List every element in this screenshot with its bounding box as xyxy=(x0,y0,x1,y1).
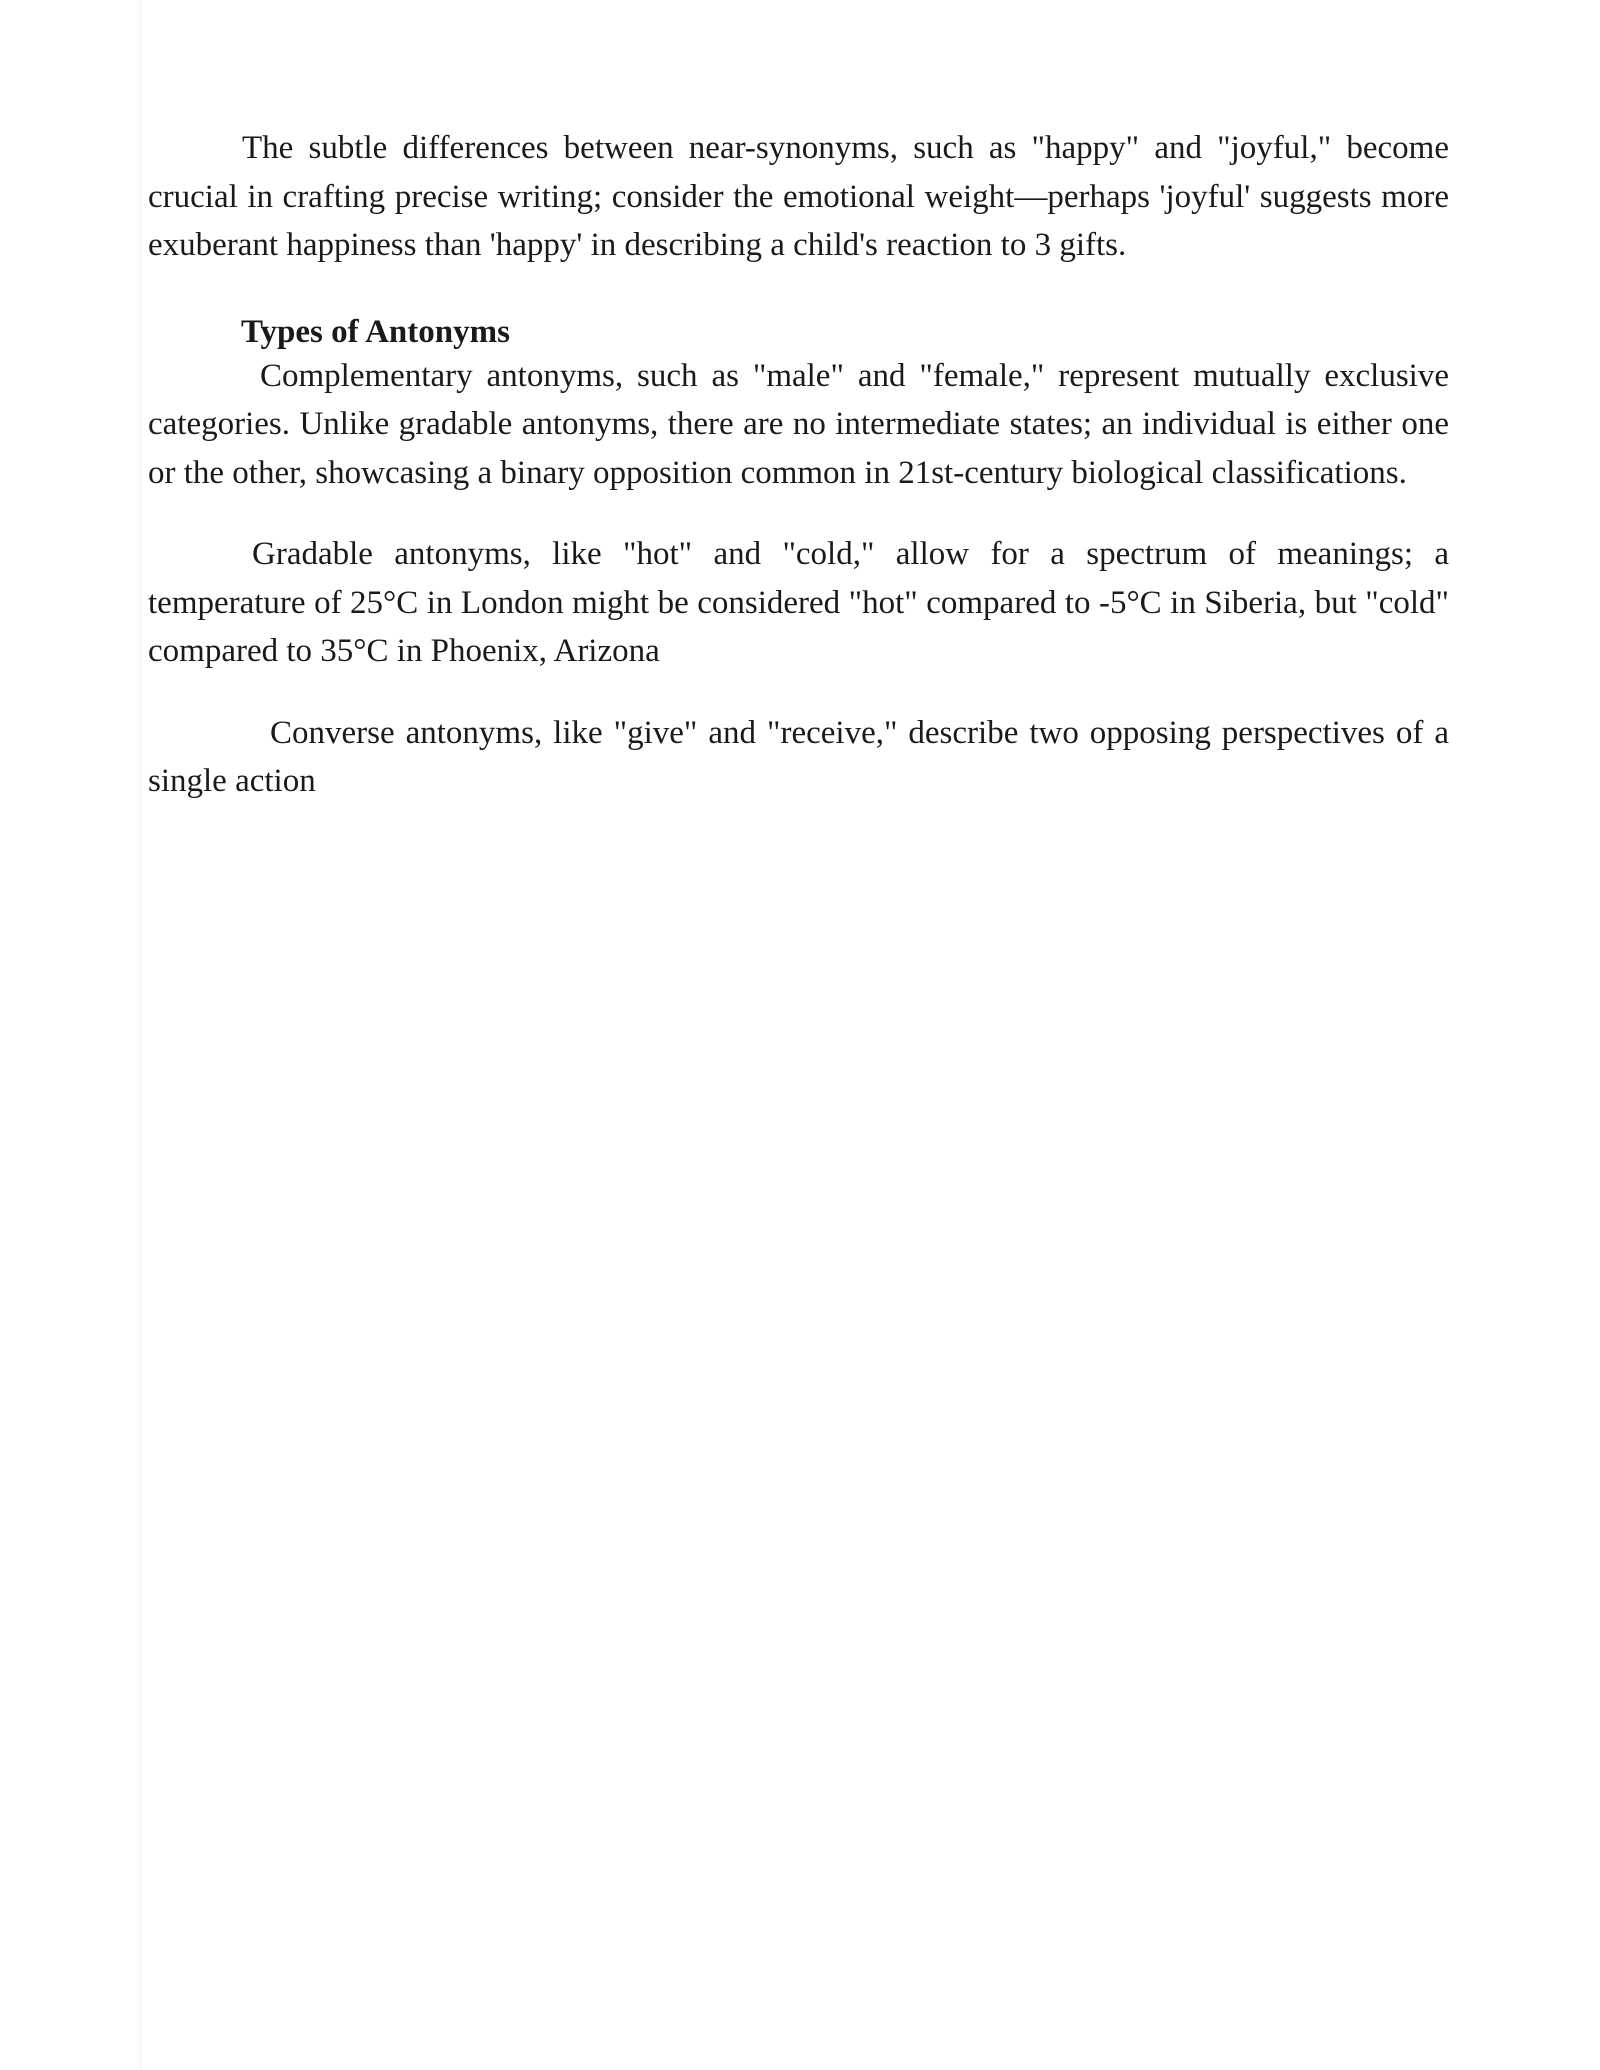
paragraph-near-synonyms: The subtle differences between near-synonyms, such as "happy" and "joyful," become crucial in crafting precise writing; consider the emotional weight—perhaps 'joyful' suggests more exuberant happiness than 'happy' in describing a child's reaction to 3 gifts. xyxy=(148,130,1449,263)
paragraph-converse-antonyms: Converse antonyms, like "give" and "receive," describe two opposing perspectives of a single action xyxy=(148,714,1449,799)
page-edge-shadow xyxy=(139,0,142,2070)
paragraph-complementary-antonyms: Complementary antonyms, such as "male" and "female," represent mutually exclusive categories. Unlike gradable antonyms, there are no intermediate states; an individual is either one or the other, showcasing a binary opposition common in 21st-century biological classifications. xyxy=(148,357,1449,491)
paragraph-gradable-antonyms: Gradable antonyms, like "hot" and "cold," allow for a spectrum of meanings; a temperature of 25°C in London might be considered "hot" compared to -5°C in Siberia, but "cold" compared to 35°C in Phoenix, Arizona xyxy=(148,536,1449,669)
document-body xyxy=(148,124,1449,806)
section-heading: Types of Antonyms xyxy=(241,313,510,350)
